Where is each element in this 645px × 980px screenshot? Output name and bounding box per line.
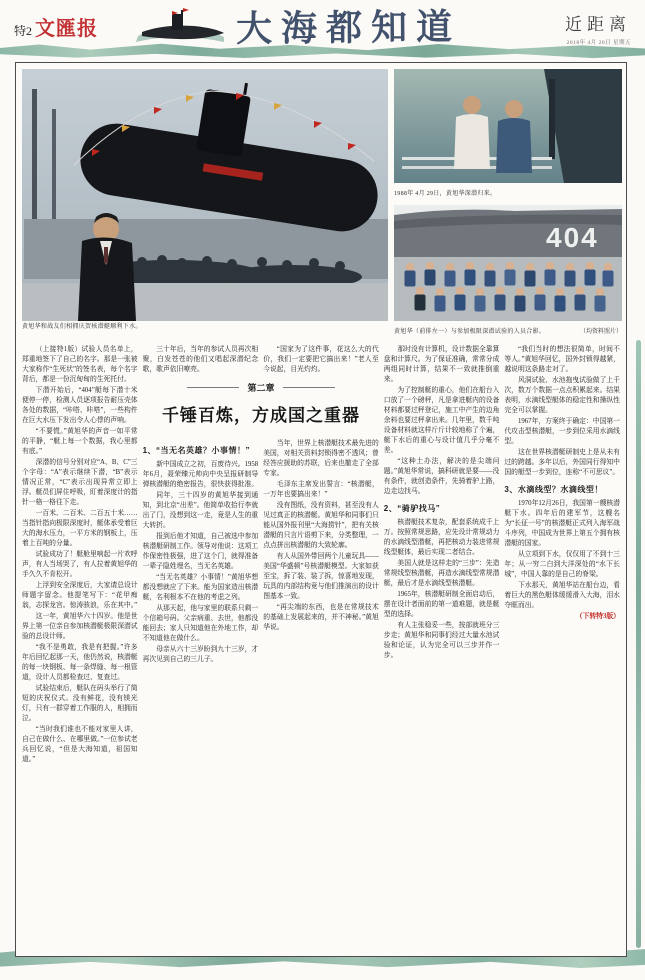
paragraph: “再尖端的东西，也是在常规技术的基础上发展起来的，并不神秘。”黄旭华说。 bbox=[263, 603, 379, 631]
paragraph: 同年，三十四岁的黄旭华接到通知，到北京“出差”。他简单收拾行李就出了门，没想到这一走，竟是人生的重大转折。 bbox=[142, 491, 259, 529]
column-3-top bbox=[263, 345, 379, 377]
chapter-label: 第二章 bbox=[139, 381, 383, 394]
column-3-body bbox=[263, 439, 379, 633]
section-name: 近距离 bbox=[565, 15, 631, 34]
column-4 bbox=[384, 345, 500, 951]
paragraph: 试验结束后，艇队在码头举行了简短的庆祝仪式。没有鲜花，没有镁光灯，只有一群穿着工作服的人，相拥而泣。 bbox=[22, 684, 138, 722]
chapter-title: 千锤百炼，方成国之重器 bbox=[162, 405, 360, 425]
paragraph: 那时没有计算机，设计数据全靠算盘和计算尺。为了保证准确，常常分成两组同时计算，结果不一致就推倒重来。 bbox=[383, 345, 500, 383]
content-frame bbox=[15, 62, 627, 957]
submarine-watercolor-icon bbox=[134, 6, 226, 46]
paragraph: 没有图纸，没有资料，甚至没有人见过真正的核潜艇。黄旭华和同事们只能从国外报刊里“大海捞针”，把有关核潜艇的只言片语剪下来，分类整理，一点点拼出核潜艇的大致轮廓。 bbox=[263, 501, 379, 549]
paragraph: “我们当时的想法很简单，时间不等人。”黄旭华回忆，国外封锁得越紧，越说明这条路走对了。 bbox=[504, 345, 620, 373]
photo-credit: （均资料照片） bbox=[579, 328, 622, 335]
paragraph: 下潜开始后，“404”艇每下潜十米便停一停，检测人员逐项报告耐压壳体各处的数据，“咔嗒、咔嗒”，一些构件在巨大水压下发出令人心悸的声响。 bbox=[22, 386, 138, 424]
paragraph: “这种土办法，解决的是尖端问题。”黄旭华常说，搞科研就是要——没有条件，就创造条件，先骑着驴上路，边走边找马。 bbox=[383, 457, 500, 495]
deep-dive-return-photo bbox=[394, 69, 622, 183]
column-1 bbox=[22, 345, 138, 951]
paragraph: 1965年，核潜艇研制全面启动后，摆在设计者面前的第一道难题，就是艇型的选择。 bbox=[383, 590, 500, 618]
group-photo-caption: 黄旭华（前排左一）与参加极限深潜试验的人员合影。 bbox=[394, 328, 546, 335]
paragraph: 新中国成立之初，百废待兴。1958年6月，聂荣臻元帅向中央呈报研制导弹核潜艇的绝密报告，很快获得批准。 bbox=[142, 460, 259, 488]
column-4-lower bbox=[384, 518, 500, 661]
paragraph: 有人从国外带回两个儿童玩具——美国“华盛顿”号核潜艇模型。大家如获至宝，拆了装、装了拆，惊喜地发现，玩具的内部结构竟与他们推演出的设计图基本一致。 bbox=[263, 552, 379, 600]
hull-number: 404 bbox=[546, 221, 599, 253]
paragraph: 1970年12月26日，我国第一艘核潜艇下水。四年后的建军节，这艘名为“长征一号”的核潜艇正式列入海军战斗序列，中国成为世界上第五个拥有核潜艇的国家。 bbox=[504, 499, 620, 547]
group-photo-figure bbox=[394, 205, 622, 337]
masthead bbox=[14, 6, 631, 48]
edition-label: 特2 bbox=[14, 24, 33, 38]
paragraph: 深潜的信号分别对应“A、B、C”三个字母：“A”表示继续下潜，“B”表示情况正常，“C”表示出现异常立即上浮。艇员们屏住呼吸，盯着深度计的指针一格一格往下走。 bbox=[22, 458, 138, 506]
paragraph: “当时我们谁也不能对家里人讲，自己在做什么、在哪里做。”一位参试老兵回忆说，“但是大海知道，祖国知道。” bbox=[22, 725, 138, 763]
crane-mast bbox=[32, 89, 37, 239]
paragraph: 这在世界核潜艇研制史上是从未有过的跨越。多年以后，外国同行得知中国的艇型一步到位，连称“不可思议”。 bbox=[504, 448, 620, 476]
main-photo-figure bbox=[22, 69, 388, 337]
paragraph: 这一年，黄旭华六十四岁。他是世界上第一位亲自参加核潜艇极限深潜试验的总设计师。 bbox=[22, 612, 138, 640]
continuation-note bbox=[504, 612, 620, 622]
paragraph: 美国人就是这样走的“三步”：先造常规线型核潜艇，再造水滴线型常规潜艇，最后才是水滴线型核潜艇。 bbox=[383, 559, 500, 587]
page-title: 大海都知道 bbox=[235, 7, 462, 49]
paragraph: “当无名英雄？小事情！”黄旭华想都没想就应了下来。能为国家造出核潜艇，名利根本不在他的考虑之列。 bbox=[142, 573, 259, 601]
paragraph: 母亲从六十三岁盼到九十三岁，才再次见到自己的三儿子。 bbox=[142, 645, 259, 663]
photo-row bbox=[22, 69, 620, 337]
paragraph: 1967年，方案终于确定：中国第一代攻击型核潜艇，一步到位采用水滴线型。 bbox=[504, 417, 620, 445]
deep-dive-return-figure bbox=[394, 69, 622, 199]
chapter-heading bbox=[139, 379, 383, 437]
paragraph: 一百米、二百米、二百五十米……当指针指向极限深度时，艇体承受着巨大的海水压力，一平方米的钢板上，压着上百吨的分量。 bbox=[22, 509, 138, 547]
paragraph: “我不是勇敢，我是有把握。”许多年后回忆起那一天，他仍然说，核潜艇的每一块钢板、每一条焊缝、每一根管道，设计人员都检查过、复查过。 bbox=[22, 643, 138, 681]
paragraph: 为了控制艇的重心，他们在船台入口放了一个磅秤，凡是拿进艇内的设备材料都要过秤登记，施工中产生的边角余料也要过秤拿出来。几年里，数千吨设备材料就这样斤斤计较地称了个遍，艇下水后的重心与设计值几乎分毫不差。 bbox=[383, 386, 500, 454]
paper-logo bbox=[14, 12, 98, 41]
column-2-body bbox=[143, 460, 259, 665]
paragraph: 下水那天，黄旭华站在船台边，看着巨大的黑色艇体缓缓滑入大海，泪水夺眶而出。 bbox=[504, 581, 620, 609]
right-photo-stack bbox=[394, 69, 622, 337]
subhead-3: 3、水滴线型？水滴线型！ bbox=[504, 484, 603, 494]
paragraph: （上接特1版）试验人员名单上，郑重地签下了自己的名字。那是一张被大家称作“生死状”的签名表，每个名字背后，都是一份沉甸甸的生死托付。 bbox=[22, 345, 138, 383]
paragraph: 有人主张稳妥一些，按部就班分三步走；黄旭华和同事们经过大量水池试验和论证，认为完全可以三步并作一步。 bbox=[383, 621, 500, 659]
paragraph: 风洞试验、水池拖曳试验做了上千次，数万个数据一点点积累起来。结果表明，水滴线型艇体的稳定性和操纵性完全可以掌握。 bbox=[504, 376, 620, 414]
paragraph: 报到后他才知道，自己被选中参加核潜艇研制工作。领导对他说：这项工作保密性极强，进了这个门，就得准备一辈子隐姓埋名，当无名英雄。 bbox=[142, 532, 259, 570]
masthead-right bbox=[565, 10, 631, 46]
column-2-top bbox=[143, 345, 259, 377]
column-5-upper bbox=[504, 345, 620, 478]
paragraph: 从立项到下水，仅仅用了不到十三年；从一穷二白到大洋深处的“水下长城”，中国人靠的是自己的脊梁。 bbox=[504, 550, 620, 578]
paragraph: 当年，世界上核潜艇技术最先进的美国，对相关资料封锁得密不透风；曾经答应援助的苏联，后来也撤走了全部专家。 bbox=[263, 439, 379, 477]
submarine-launch-photo bbox=[22, 69, 388, 321]
subhead-2: 2、“骑驴找马” bbox=[383, 503, 441, 513]
date-line: 2018年 4月 20日 星期五 bbox=[566, 40, 631, 46]
paragraph: 从那天起，他与家里的联系只剩一个信箱号码。父亲病重、去世，他都没能回去；家人只知道他在外地工作，却不知道他在做什么。 bbox=[142, 604, 259, 642]
masthead-center bbox=[134, 6, 462, 49]
column-5-lower bbox=[504, 499, 620, 611]
deep-dive-caption: 1988年 4月 29日，黄旭华深潜归来。 bbox=[394, 191, 497, 197]
column-5 bbox=[504, 345, 620, 951]
paragraph: “不要慌。”黄旭华的声音一如平常的平静，“艇上每一个数据，我心里都有底。” bbox=[22, 427, 138, 455]
paragraph: 三十年后，当年的参试人员再次相聚，白发苍苍的他们又唱起深潜纪念歌，歌声依旧嘹亮。 bbox=[142, 345, 259, 373]
subhead-1: 1、“当无名英雄？小事情！” bbox=[142, 445, 251, 455]
continuation-text: （下转特3版） bbox=[575, 612, 620, 620]
paragraph: 核潜艇技术复杂，配套系统成千上万。按照常规思路，应先设计常规动力的水滴线型潜艇，再把核动力装进常规线型艇体，最后实现二者结合。 bbox=[383, 518, 500, 556]
paragraph: “国家为了这件事，花这么大的代价，我们一定要把它搞出来！”老人至今说起，目光灼灼。 bbox=[263, 345, 379, 373]
group-photo-404 bbox=[394, 205, 622, 321]
paragraph: 上浮到安全深度后，大家请总设计师题字留念。他提笔写下：“花甲痴翁，志探龙宫。惊涛骇浪，乐在其中。” bbox=[22, 581, 138, 609]
paragraph: 试验成功了！艇舱里响起一片欢呼声，有人当场哭了，有人拉着黄旭华的手久久不肯松开。 bbox=[22, 550, 138, 578]
column-4-upper bbox=[384, 345, 500, 497]
article-text-area bbox=[22, 345, 620, 951]
paragraph: 毛泽东主席发出誓言：“核潜艇，一万年也要搞出来！” bbox=[263, 480, 379, 498]
main-photo-caption: 黄旭华和战友们相拥庆贺核潜艇顺利下水。 bbox=[22, 324, 142, 330]
watercolor-edge-strip bbox=[636, 340, 641, 948]
paper-name: 文匯报 bbox=[35, 18, 99, 40]
